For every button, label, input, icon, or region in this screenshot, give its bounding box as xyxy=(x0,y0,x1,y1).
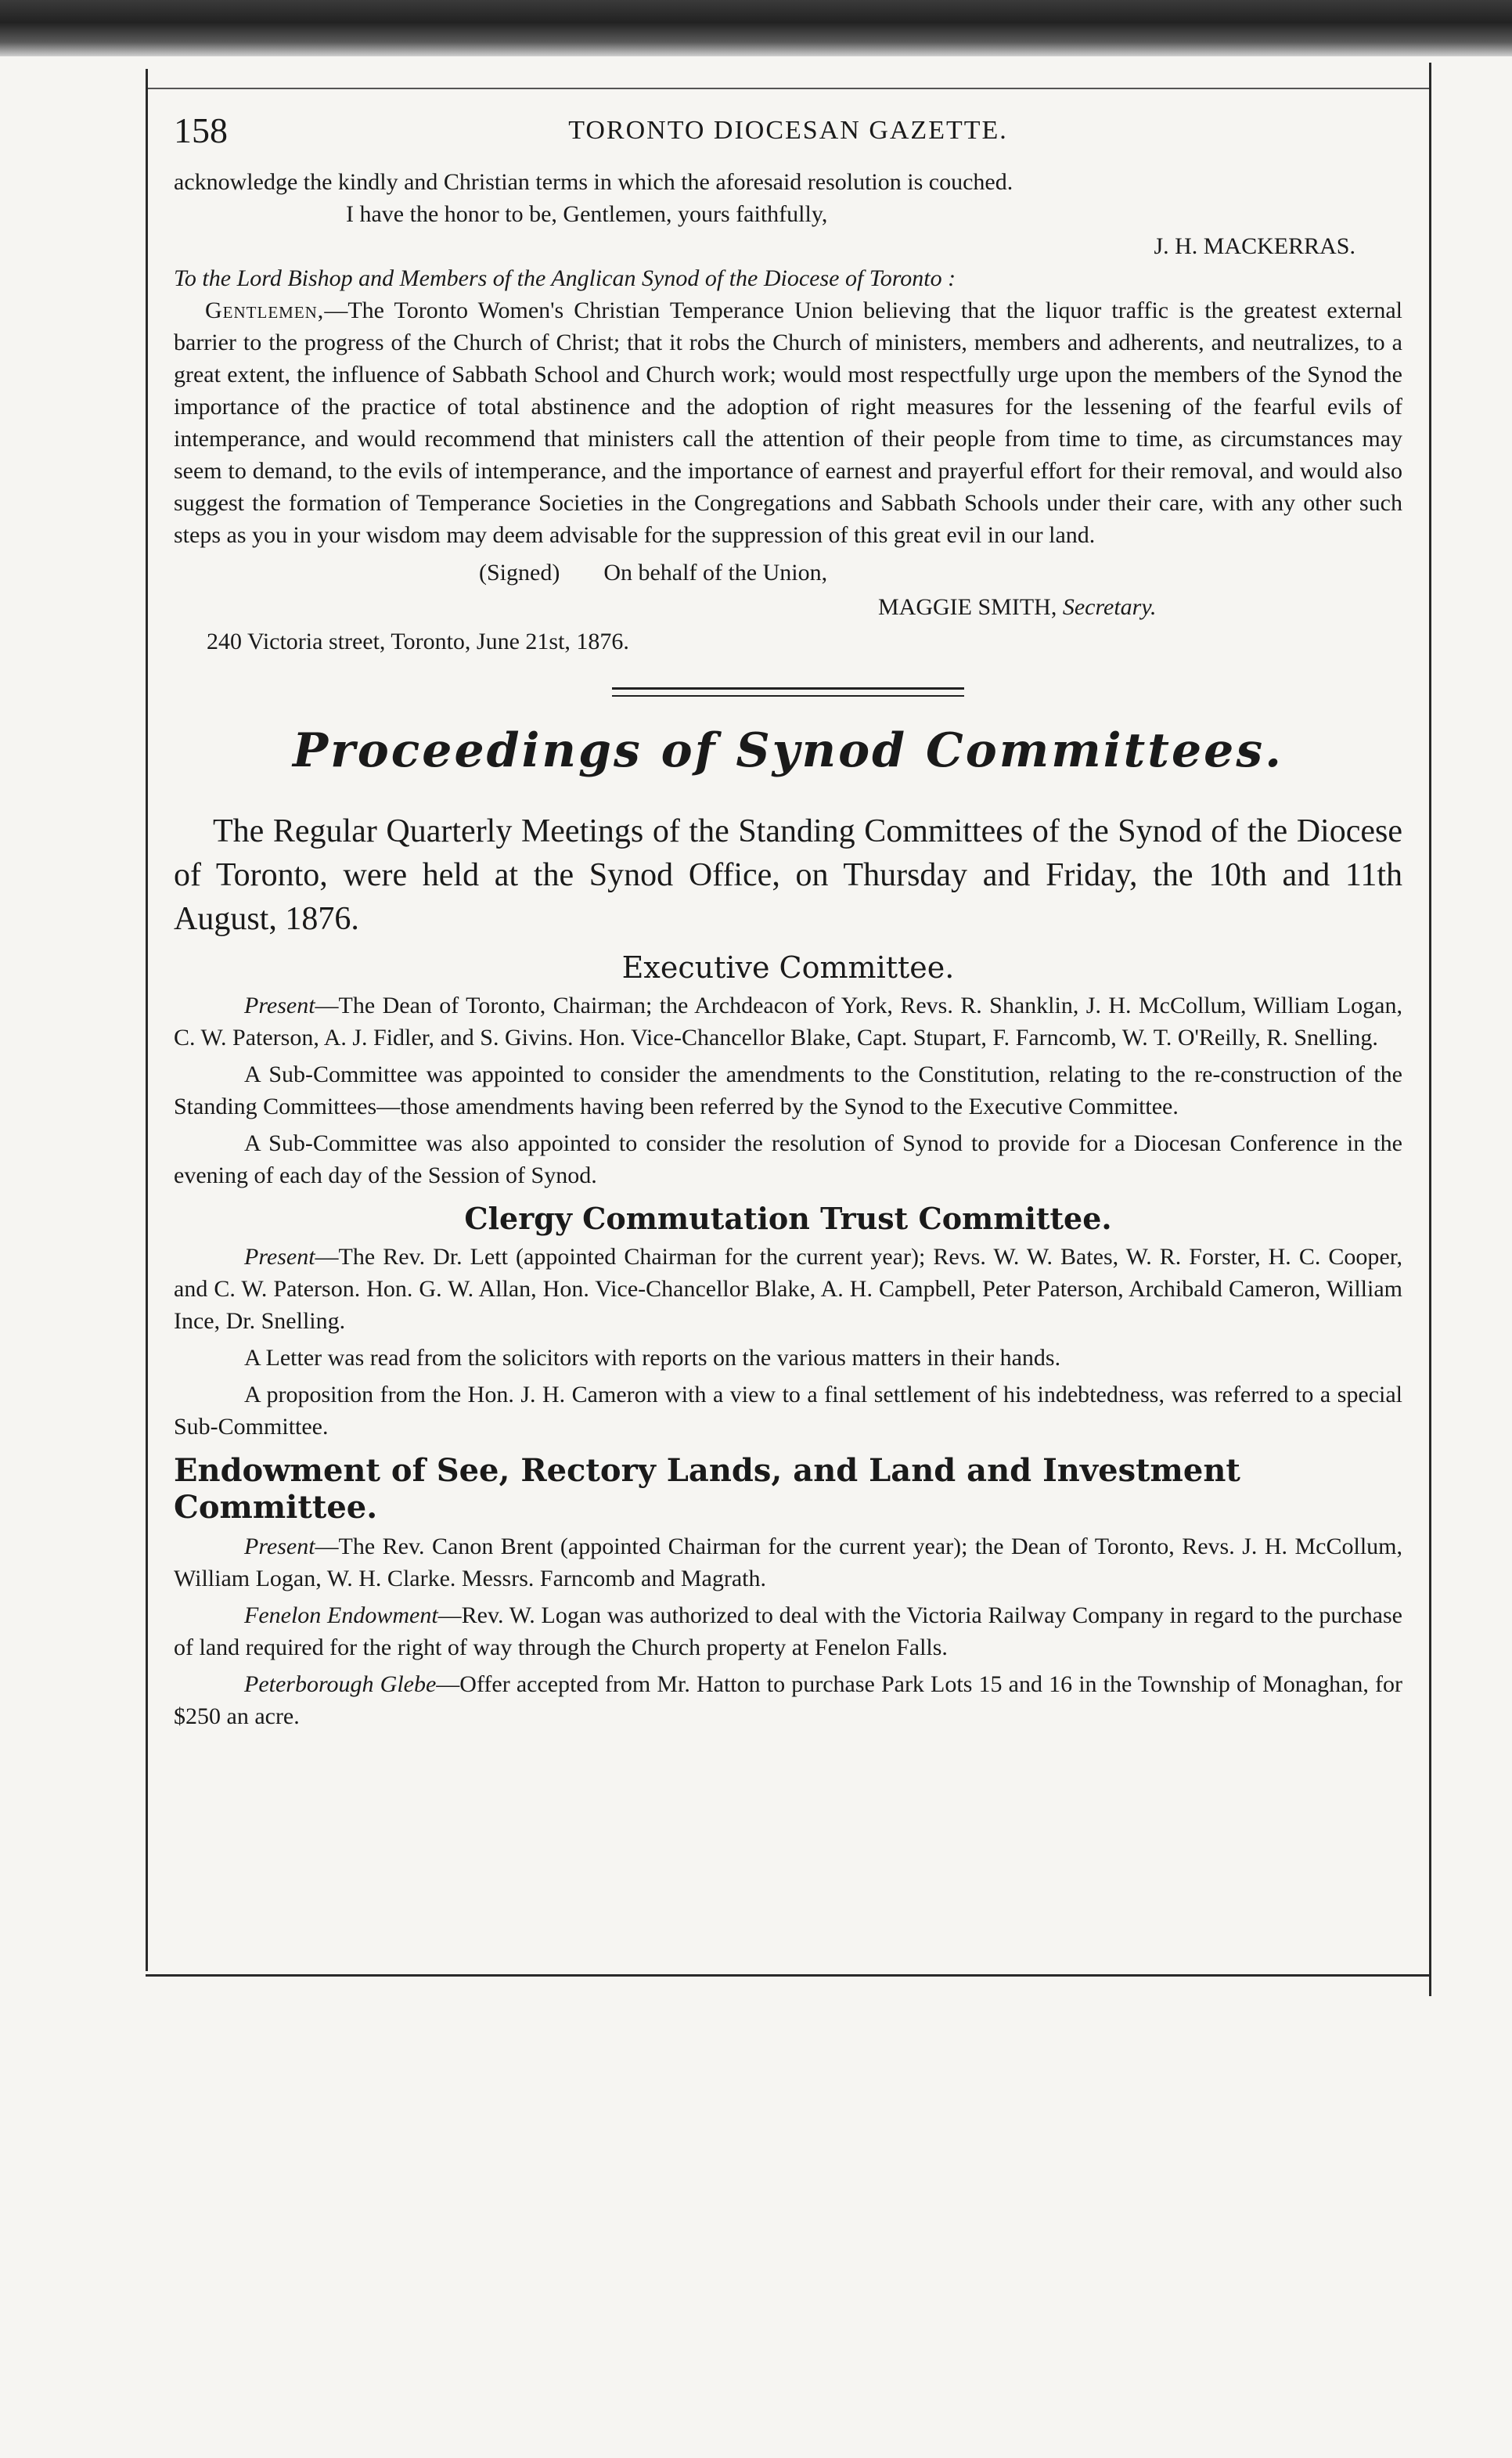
signed-on-behalf: On behalf of the Union, xyxy=(603,560,828,586)
petition-address: To the Lord Bishop and Members of the Anglican Synod of the Diocese of Toronto : xyxy=(174,265,956,291)
executive-present xyxy=(174,989,1402,1054)
scan-edge-band xyxy=(0,0,1512,56)
fenelon-label: Fenelon Endowment xyxy=(244,1602,438,1628)
peterborough-glebe xyxy=(174,1668,1402,1732)
endowment-heading: Endowment of See, Rectory Lands, and Land and Investment Committee. xyxy=(174,1452,1240,1526)
executive-present-text: —The Dean of Toronto, Chairman; the Archdeacon of York, Revs. R. Shanklin, J. H. McCollum, William Logan, C. W. Paterson, A. J. Fidler, and S. Givins. Hon. Vice-Chancellor Blake, Capt. Stupart, F. Farncomb, W. T. O'Reilly, R. Snelling. xyxy=(174,993,1402,1051)
endowment-present xyxy=(174,1530,1402,1595)
fenelon-text: —Rev. W. Logan was authorized to deal with the Victoria Railway Company in regard to the purchase of land required for the right of way through the Church property at Fenelon Falls. xyxy=(174,1602,1402,1660)
clergy-present-label: Present xyxy=(244,1244,315,1270)
bottom-border-rule xyxy=(146,1974,1429,1977)
page-header xyxy=(174,110,1402,166)
page-content xyxy=(174,110,1402,1732)
glebe-label: Peterborough Glebe xyxy=(244,1671,437,1697)
letter-closing: I have the honor to be, Gentlemen, yours faithfully, xyxy=(346,201,828,227)
letter-opening: acknowledge the kindly and Christian terms in which the aforesaid resolution is couched. xyxy=(174,169,1013,195)
section-divider xyxy=(612,687,964,697)
letter-signature: J. H. MACKERRAS. xyxy=(1154,233,1355,259)
clergy-heading: Clergy Commutation Trust Committee. xyxy=(464,1201,1112,1236)
endowment-present-text: —The Rev. Canon Brent (appointed Chairman for the current year); the Dean of Toronto, Revs. J. H. McCollum, William Logan, W. H. Clarke. Messrs. Farncomb and Magrath. xyxy=(174,1534,1402,1591)
executive-present-label: Present xyxy=(244,993,315,1018)
left-border-rule xyxy=(146,69,148,1971)
section-title: Proceedings of Synod Committees. xyxy=(293,723,1283,778)
signer-title: Secretary. xyxy=(1062,594,1157,620)
right-border-rule xyxy=(1429,63,1431,1996)
clergy-present-text: —The Rev. Dr. Lett (appointed Chairman for the current year); Revs. W. W. Bates, W. R. Forster, H. C. Cooper, and C. W. Paterson. Hon. G. W. Allan, Hon. Vice-Chancellor Blake, A. H. Campbell, Peter Paterson, Archibald Cameron, William Ince, Dr. Snelling. xyxy=(174,1244,1402,1334)
executive-para-2: A Sub-Committee was also appointed to consider the resolution of Synod to provide for a Diocesan Conference in the evening of each day of the Session of Synod. xyxy=(174,1130,1402,1188)
petition-signature-block xyxy=(174,556,1402,659)
header-rule xyxy=(146,88,1431,89)
petition-body xyxy=(174,294,1402,551)
clergy-para-2: A proposition from the Hon. J. H. Cameron with a view to a final settlement of his indebtedness, was referred to a special Sub-Committee. xyxy=(174,1382,1402,1440)
petition-salutation: Gentlemen, xyxy=(205,297,325,323)
petition-text: —The Toronto Women's Christian Temperance Union believing that the liquor traffic is the greatest external barrier to the progress of the Church of Christ; that it robs the Church of ministers, members and adherents, and neutralizes, to a great extent, the influence of Sabbath School and Church work; would most respectfully urge upon the members of the Synod the importance of the practice of total abstinence and the adoption of right measures for the lessening of the fearful evils of intemperance, and would recommend that ministers call the attention of their people from time to time, as circumstances may seem to demand, to the evils of intemperance, and the importance of earnest and prayerful effort for their removal, and would also suggest the formation of Temperance Societies in the Congregations and Sabbath Schools under their care, with any other such steps as you in your wisdom may deem advisable for the suppression of this great evil in our land. xyxy=(174,297,1402,548)
clergy-present xyxy=(174,1241,1402,1337)
clergy-para-1: A Letter was read from the solicitors with reports on the various matters in their hands. xyxy=(244,1345,1061,1371)
section-intro: The Regular Quarterly Meetings of the Standing Committees of the Synod of the Diocese of Toronto, were held at the Synod Office, on Thursday and Friday, the 10th and 11th August, 1876. xyxy=(174,813,1402,937)
petition-address-date: 240 Victoria street, Toronto, June 21st, 1876. xyxy=(207,629,629,654)
signed-label: (Signed) xyxy=(479,560,560,586)
glebe-text: —Offer accepted from Mr. Hatton to purchase Park Lots 15 and 16 in the Township of Monaghan, for $250 an acre. xyxy=(174,1671,1402,1729)
running-title: TORONTO DIOCESAN GAZETTE. xyxy=(568,116,1008,145)
page-number: 158 xyxy=(174,110,228,150)
executive-para-1: A Sub-Committee was appointed to consider the amendments to the Constitution, relating to the re-construction of the Standing Committees—those amendments having been referred by the Synod to the Executive Committee. xyxy=(174,1061,1402,1119)
fenelon-endowment xyxy=(174,1599,1402,1663)
signer-name: MAGGIE SMITH, xyxy=(878,594,1057,620)
endowment-present-label: Present xyxy=(244,1534,315,1559)
executive-heading: Executive Committee. xyxy=(621,950,955,985)
